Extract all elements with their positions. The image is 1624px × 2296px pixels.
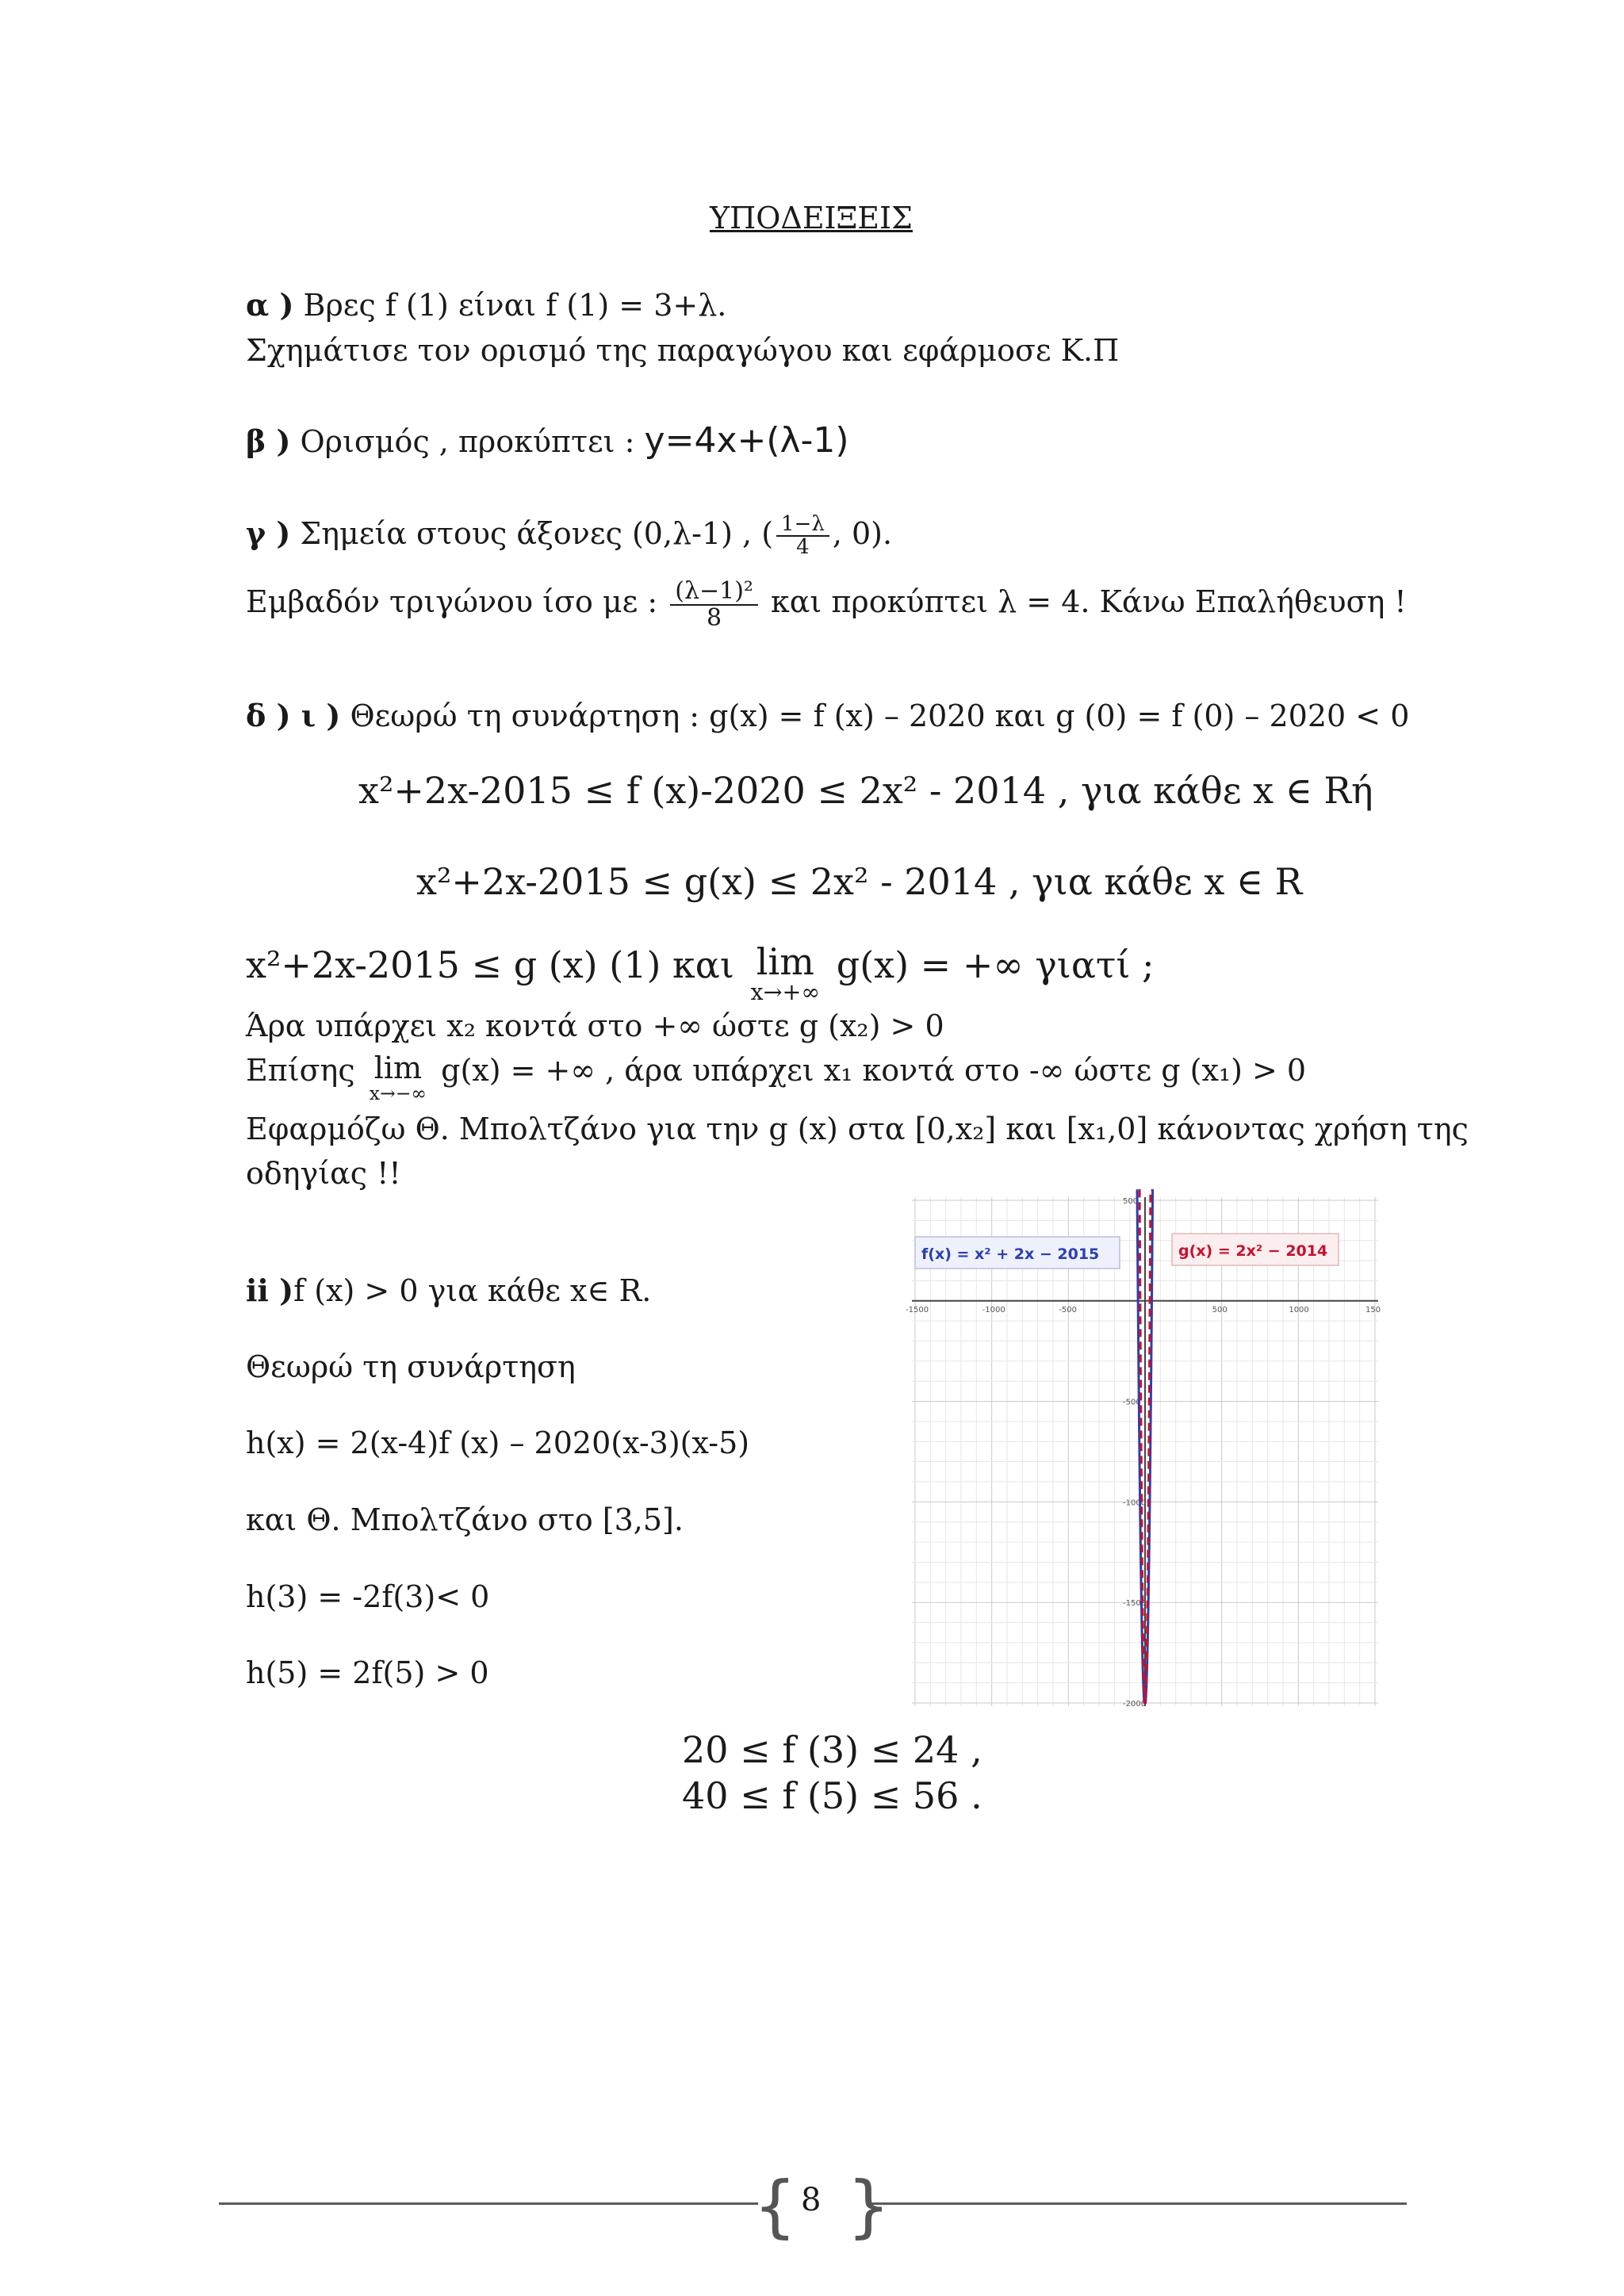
- gamma-text-b: , 0).: [832, 515, 893, 551]
- page-title: [710, 201, 913, 237]
- footer-rule-left: [219, 2202, 758, 2205]
- footer-bracket-left: {: [753, 2167, 797, 2246]
- footer-rule-right: [871, 2202, 1407, 2205]
- delta-label: δ ) ι ): [246, 698, 341, 733]
- gamma-line-1: [246, 514, 892, 559]
- gamma-label: γ ): [246, 515, 291, 551]
- y-tick-label: -500: [1123, 1398, 1141, 1407]
- lim-sub-minus: x→−∞: [369, 1082, 427, 1104]
- gamma-fraction: [776, 514, 829, 559]
- ii-line-4: και Θ. Μπολτζάνο στο [3,5].: [246, 1502, 684, 1537]
- y-tick-label: -1500: [1123, 1599, 1147, 1609]
- gamma-line-2: [246, 579, 1407, 630]
- gamma-area-b: και προκύπτει λ = 4. Κάνω Επαλήθευση !: [760, 584, 1407, 619]
- ii-label: ii ): [246, 1272, 294, 1308]
- l5-b: g(x) = +∞ , άρα υπάρχει x₁ κοντά στο -∞ ώστε g (x₁) > 0: [431, 1053, 1307, 1088]
- x-tick-label: -1500: [906, 1305, 929, 1314]
- gamma-frac-den: 4: [796, 535, 810, 560]
- delta-inequality-3: [246, 940, 1155, 1005]
- legend-f-label: f(x) = x² + 2x − 2015: [921, 1246, 1100, 1263]
- x-tick-label: -500: [1059, 1305, 1078, 1314]
- alpha-text-1: Βρες f (1) είναι f (1) = 3+λ.: [293, 288, 727, 323]
- y-tick-label: 500: [1123, 1197, 1139, 1206]
- limit-plus-infinity: [750, 940, 821, 1005]
- ii-line-6: h(5) = 2f(5) > 0: [246, 1655, 489, 1690]
- gamma-area-den: 8: [707, 603, 722, 632]
- bound-f3: 20 ≤ f (3) ≤ 24 ,: [682, 1728, 982, 1771]
- delta-line-4: Άρα υπάρχει x₂ κοντά στο +∞ ώστε g (x₂) > 0: [246, 1008, 944, 1043]
- delta-line-1: [246, 698, 1409, 735]
- ii-line-1: [246, 1272, 651, 1310]
- alpha-line-1: [246, 287, 726, 324]
- x-tick-label: -1000: [982, 1305, 1005, 1314]
- gamma-text-a: Σημεία στους άξονες (0,λ-1) , (: [290, 515, 774, 551]
- gamma-area-num: (λ−1)²: [670, 579, 758, 606]
- x-tick-label: 500: [1212, 1305, 1228, 1314]
- beta-line: [246, 420, 849, 462]
- ii-line-5: h(3) = -2f(3)< 0: [246, 1579, 490, 1614]
- lim-word-2: lim: [373, 1050, 423, 1085]
- gamma-frac-num: 1−λ: [776, 514, 829, 537]
- function-graph: [906, 1197, 1381, 1709]
- y-tick-label: -1000: [1123, 1498, 1147, 1508]
- page-title-text: ΥΠΟΔΕΙΞΕΙΣ: [710, 201, 913, 235]
- limit-minus-infinity: [369, 1050, 427, 1104]
- beta-formula: y=4x+(λ-1): [644, 420, 849, 461]
- delta-line-7: οδηγίας !!: [246, 1156, 401, 1191]
- x-tick-label: 1000: [1289, 1305, 1309, 1314]
- lim-word: lim: [756, 940, 814, 983]
- delta-line-6: Εφαρμόζω Θ. Μπολτζάνο για την g (x) στα [0,x₂] και [x₁,0] κάνοντας χρήση της: [246, 1112, 1469, 1146]
- ineq3-b: g(x) = +∞ γιατί ;: [825, 943, 1155, 986]
- alpha-line-2: Σχημάτισε τον ορισμό της παραγώγου και εφάρμοσε Κ.Π: [246, 333, 1120, 368]
- legend-f: [915, 1237, 1120, 1269]
- page-number: 8: [801, 2182, 822, 2218]
- legend-g: [1172, 1234, 1339, 1265]
- bound-f5: 40 ≤ f (5) ≤ 56 .: [682, 1774, 982, 1817]
- gamma-area-a: Εμβαδόν τριγώνου ίσο με :: [246, 584, 668, 619]
- legend-g-label: g(x) = 2x² − 2014: [1178, 1242, 1328, 1260]
- delta-text: Θεωρώ τη συνάρτηση : g(x) = f (x) – 2020 και g (0) = f (0) – 2020 < 0: [340, 698, 1410, 733]
- beta-text: Ορισμός , προκύπτει :: [290, 424, 645, 459]
- footer-bracket-right: }: [847, 2167, 891, 2246]
- alpha-label: α ): [246, 287, 294, 323]
- y-tick-label: -2000: [1123, 1700, 1147, 1709]
- ii-text-1: f (x) > 0 για κάθε x∈ R.: [293, 1273, 652, 1308]
- lim-sub-plus: x→+∞: [750, 979, 821, 1005]
- beta-label: β ): [246, 423, 291, 459]
- ii-line-3: h(x) = 2(x-4)f (x) – 2020(x-3)(x-5): [246, 1425, 750, 1460]
- l5-a: Επίσης: [246, 1053, 365, 1088]
- delta-line-5: [246, 1050, 1307, 1104]
- x-tick-label: 150: [1365, 1305, 1381, 1314]
- delta-inequality-2: x²+2x-2015 ≤ g(x) ≤ 2x² - 2014 , για κάθε x ∈ R: [416, 860, 1303, 903]
- ii-line-2: Θεωρώ τη συνάρτηση: [246, 1349, 576, 1384]
- delta-inequality-1: x²+2x-2015 ≤ f (x)-2020 ≤ 2x² - 2014 , για κάθε x ∈ Rή: [358, 769, 1373, 812]
- gamma-area-fraction: [670, 579, 758, 630]
- ineq3-a: x²+2x-2015 ≤ g (x) (1) και: [246, 943, 746, 986]
